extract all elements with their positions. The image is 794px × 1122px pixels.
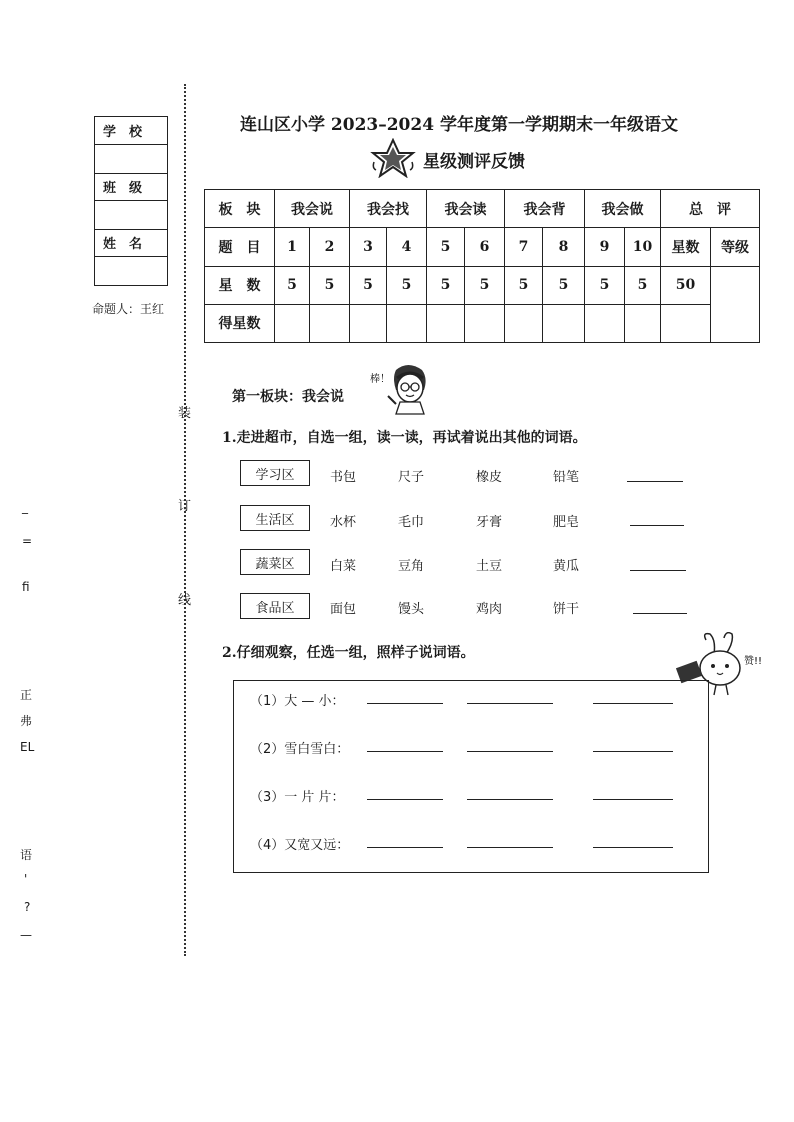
table-input-cell[interactable] — [625, 304, 661, 342]
word-item: 饼干 — [553, 602, 580, 617]
table-row-label: 题 目 — [205, 228, 275, 266]
word-item: 书包 — [330, 470, 357, 485]
word-item: 毛巾 — [398, 515, 425, 530]
table-cell: 5 — [427, 228, 465, 266]
table-input-cell[interactable] — [275, 304, 310, 342]
table-input-cell[interactable] — [427, 304, 465, 342]
word-item: 牙膏 — [476, 515, 503, 530]
word-item: 尺子 — [398, 470, 425, 485]
zone-label-study: 学习区 — [240, 460, 310, 486]
table-cell: 4 — [387, 228, 427, 266]
table-cell: 6 — [465, 228, 505, 266]
answer-blank[interactable] — [593, 703, 673, 704]
zone-label-vegetable: 蔬菜区 — [240, 549, 310, 575]
question1-prompt: 1.走进超市，自选一组，读一读，再试着说出其他的词语。 — [222, 430, 587, 446]
table-cell: 5 — [625, 266, 661, 304]
boy-exclaim-text: 棒！ — [370, 374, 390, 385]
question2-prompt: 2.仔细观察，任选一组，照样子说词语。 — [222, 645, 475, 661]
table-header-cell: 总 评 — [661, 190, 760, 228]
grade-cell[interactable] — [711, 266, 760, 343]
table-cell: 5 — [275, 266, 310, 304]
school-field[interactable] — [95, 145, 167, 174]
answer-blank[interactable] — [467, 751, 553, 752]
margin-fragment: 弗 — [20, 714, 33, 728]
binding-char-zhuang: 装 — [178, 406, 192, 421]
table-row-sections — [205, 190, 760, 228]
answer-blank[interactable] — [467, 847, 553, 848]
table-cell: 9 — [585, 228, 625, 266]
school-label: 学 校 — [95, 117, 167, 145]
pattern-item-2: （2）雪白雪白： — [250, 742, 350, 757]
class-field[interactable] — [95, 201, 167, 230]
pattern-item-1: （1）大 — 小： — [250, 694, 345, 709]
answer-blank[interactable] — [627, 481, 683, 482]
table-header-cell: 板 块 — [205, 190, 275, 228]
answer-blank[interactable] — [630, 525, 684, 526]
table-cell: 星数 — [661, 228, 711, 266]
answer-blank[interactable] — [593, 751, 673, 752]
answer-blank[interactable] — [367, 847, 443, 848]
margin-fragment: EL — [20, 740, 35, 754]
table-row-label: 星 数 — [205, 266, 275, 304]
boy-cartoon-icon — [366, 360, 432, 416]
margin-fragment: fi — [22, 580, 30, 594]
answer-blank[interactable] — [367, 703, 443, 704]
answer-blank[interactable] — [633, 613, 687, 614]
table-header-cell: 我会找 — [350, 190, 427, 228]
table-cell: 7 — [505, 228, 543, 266]
table-input-cell[interactable] — [661, 304, 711, 342]
margin-fragment: ' — [24, 872, 28, 886]
margin-fragment: _ — [22, 500, 28, 514]
table-cell: 5 — [427, 266, 465, 304]
table-cell: 10 — [625, 228, 661, 266]
table-row-label: 得星数 — [205, 304, 275, 342]
table-cell: 1 — [275, 228, 310, 266]
table-header-cell: 我会说 — [275, 190, 350, 228]
binding-line — [184, 84, 186, 956]
margin-fragment: ? — [24, 900, 31, 914]
table-cell: 3 — [350, 228, 387, 266]
student-info-box — [94, 116, 168, 286]
table-cell: 5 — [350, 266, 387, 304]
table-input-cell[interactable] — [543, 304, 585, 342]
table-cell: 5 — [310, 266, 350, 304]
table-input-cell[interactable] — [465, 304, 505, 342]
word-item: 豆角 — [398, 559, 425, 574]
margin-fragment: — — [20, 928, 32, 942]
table-cell: 5 — [585, 266, 625, 304]
table-input-cell[interactable] — [310, 304, 350, 342]
answer-blank[interactable] — [630, 570, 686, 571]
answer-blank[interactable] — [467, 799, 553, 800]
section1-title: 第一板块：我会说 — [232, 389, 344, 405]
word-item: 土豆 — [476, 559, 503, 574]
class-label: 班 级 — [95, 173, 167, 201]
word-item: 铅笔 — [553, 470, 580, 485]
margin-fragment: 正 — [20, 688, 33, 702]
table-row-stars — [205, 266, 760, 304]
table-cell: 等级 — [711, 228, 760, 266]
table-input-cell[interactable] — [585, 304, 625, 342]
table-row-earned — [205, 304, 760, 342]
table-cell: 2 — [310, 228, 350, 266]
exam-subtitle: 星级测评反馈 — [423, 152, 525, 172]
zone-label-living: 生活区 — [240, 505, 310, 531]
margin-fragment: 语 — [20, 848, 33, 862]
table-row-questions — [205, 228, 760, 266]
word-item: 白菜 — [330, 559, 357, 574]
table-cell: 5 — [387, 266, 427, 304]
table-input-cell[interactable] — [505, 304, 543, 342]
binding-char-xian: 线 — [178, 593, 192, 608]
table-input-cell[interactable] — [350, 304, 387, 342]
word-item: 黄瓜 — [553, 559, 580, 574]
star-badge-icon — [370, 138, 416, 178]
word-item: 面包 — [330, 602, 357, 617]
name-field[interactable] — [95, 257, 167, 285]
word-item: 橡皮 — [476, 470, 503, 485]
answer-blank[interactable] — [593, 847, 673, 848]
margin-fragment: = — [22, 534, 33, 548]
answer-blank[interactable] — [467, 703, 553, 704]
table-cell: 50 — [661, 266, 711, 304]
exam-title: 连山区小学 2023–2024 学年度第一学期期末一年级语文 — [240, 115, 678, 135]
answer-blank[interactable] — [593, 799, 673, 800]
star-score-table — [204, 189, 760, 343]
table-cell: 5 — [465, 266, 505, 304]
pattern-item-3: （3）一 片 片： — [250, 790, 345, 805]
word-item: 水杯 — [330, 515, 357, 530]
rabbit-exclaim-text: 赞!! — [744, 656, 763, 667]
table-header-cell: 我会做 — [585, 190, 661, 228]
answer-blank[interactable] — [367, 799, 443, 800]
word-item: 肥皂 — [553, 515, 580, 530]
table-input-cell[interactable] — [387, 304, 427, 342]
table-header-cell: 我会背 — [505, 190, 585, 228]
table-header-cell: 我会读 — [427, 190, 505, 228]
pattern-item-4: （4）又宽又远： — [250, 838, 350, 853]
zone-label-food: 食品区 — [240, 593, 310, 619]
name-label: 姓 名 — [95, 229, 167, 257]
binding-char-ding: 订 — [178, 499, 192, 514]
word-item: 鸡肉 — [476, 602, 503, 617]
author-credit: 命题人：王红 — [92, 302, 165, 316]
word-item: 馒头 — [398, 602, 425, 617]
table-cell: 5 — [543, 266, 585, 304]
answer-blank[interactable] — [367, 751, 443, 752]
table-cell: 5 — [505, 266, 543, 304]
table-cell: 8 — [543, 228, 585, 266]
